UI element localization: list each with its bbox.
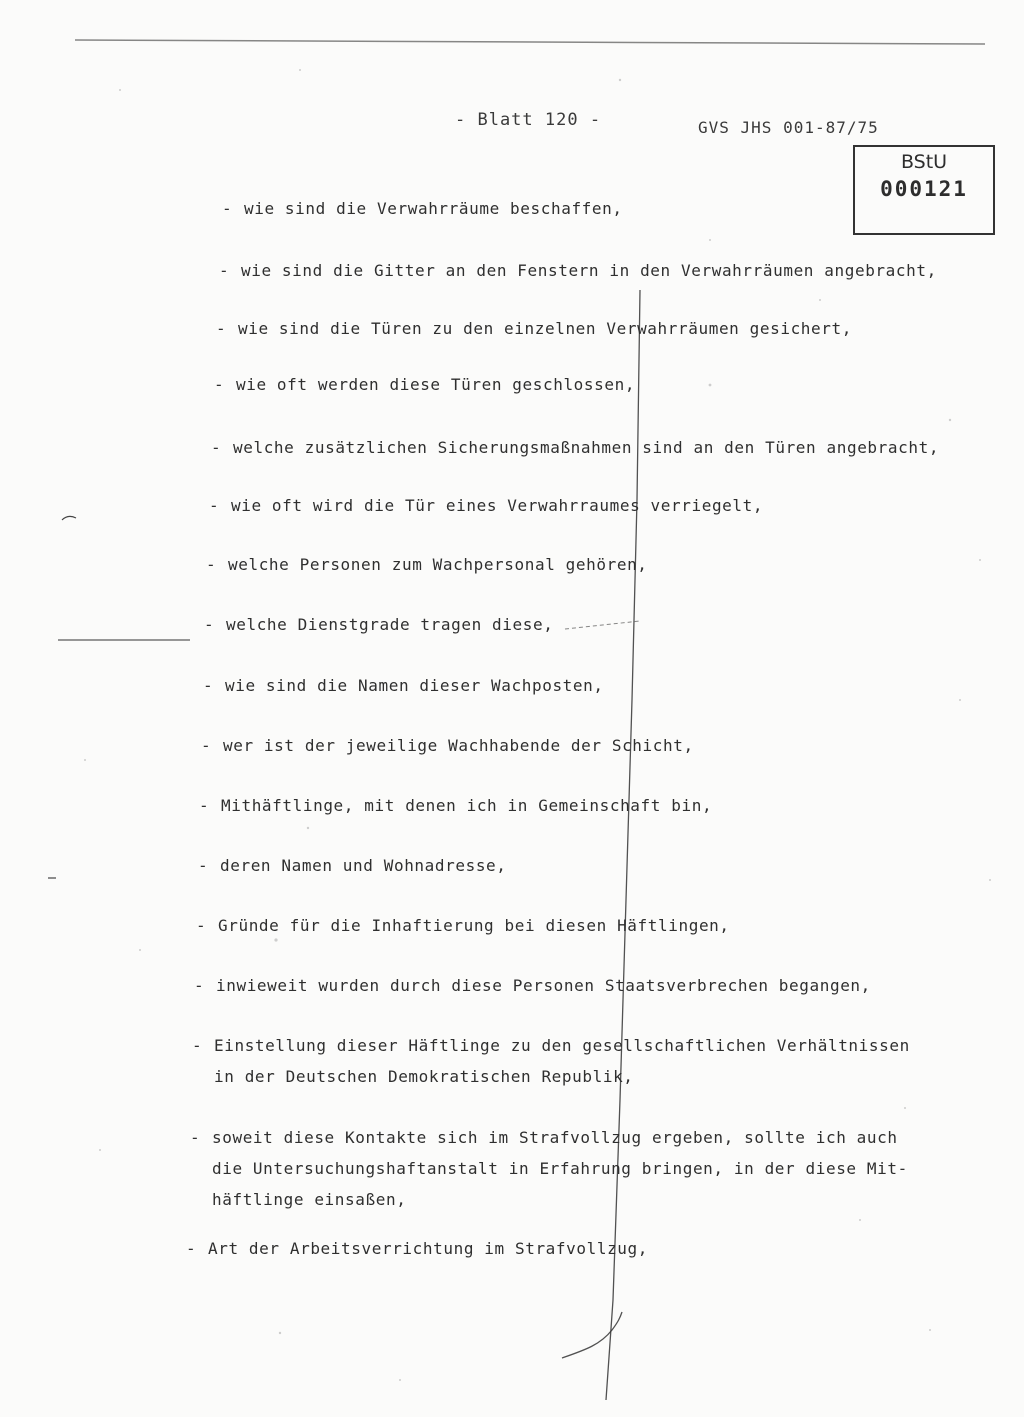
document-reference: GVS JHS 001-87/75 bbox=[698, 118, 879, 137]
list-item bbox=[216, 313, 852, 344]
item-line: Einstellung dieser Häftlinge zu den gesellschaftlichen Verhältnissen bbox=[214, 1036, 910, 1055]
list-item bbox=[211, 432, 939, 463]
item-line: häftlinge einsaßen, bbox=[212, 1190, 407, 1209]
bullet-dash: - bbox=[194, 976, 205, 995]
list-item bbox=[194, 970, 871, 1001]
list-item bbox=[192, 1030, 910, 1092]
bullet-dash: - bbox=[211, 438, 222, 457]
bullet-dash: - bbox=[201, 736, 212, 755]
list-item bbox=[196, 910, 730, 941]
list-item bbox=[201, 730, 694, 761]
item-line: Gründe für die Inhaftierung bei diesen Häftlingen, bbox=[218, 916, 730, 935]
list-item bbox=[198, 850, 507, 881]
item-line: wie sind die Gitter an den Fenstern in den Verwahrräumen angebracht, bbox=[241, 261, 937, 280]
item-line: die Untersuchungshaftanstalt in Erfahrung bringen, in der diese Mit- bbox=[212, 1159, 908, 1178]
bullet-dash: - bbox=[196, 916, 207, 935]
bullet-dash: - bbox=[206, 555, 217, 574]
page-number-header: - Blatt 120 - bbox=[455, 110, 602, 130]
bullet-dash: - bbox=[186, 1239, 197, 1258]
list-item bbox=[190, 1122, 908, 1215]
item-line: Art der Arbeitsverrichtung im Strafvollzug, bbox=[208, 1239, 649, 1258]
bullet-dash: - bbox=[203, 676, 214, 695]
item-line: wie sind die Namen dieser Wachposten, bbox=[225, 676, 604, 695]
bullet-dash: - bbox=[214, 375, 225, 394]
bullet-dash: - bbox=[190, 1128, 201, 1147]
item-line: deren Namen und Wohnadresse, bbox=[220, 856, 507, 875]
stamp-number: 000121 bbox=[880, 177, 968, 201]
list-item bbox=[206, 549, 648, 580]
bullet-dash: - bbox=[219, 261, 230, 280]
bullet-dash: - bbox=[198, 856, 209, 875]
list-item bbox=[209, 490, 763, 521]
item-line: wie sind die Verwahrräume beschaffen, bbox=[244, 199, 623, 218]
bullet-dash: - bbox=[216, 319, 227, 338]
list-item bbox=[204, 609, 553, 640]
bullet-dash: - bbox=[199, 796, 210, 815]
bullet-dash: - bbox=[204, 615, 215, 634]
item-line: inwieweit wurden durch diese Personen Staatsverbrechen begangen, bbox=[216, 976, 871, 995]
item-line: soweit diese Kontakte sich im Strafvollzug ergeben, sollte ich auch bbox=[212, 1128, 898, 1147]
stamp-org: BStU bbox=[900, 151, 948, 173]
item-line: in der Deutschen Demokratischen Republik, bbox=[214, 1067, 634, 1086]
list-item bbox=[219, 255, 937, 286]
item-line: Mithäftlinge, mit denen ich in Gemeinschaft bin, bbox=[221, 796, 713, 815]
archive-stamp bbox=[853, 145, 995, 235]
item-line: wie oft wird die Tür eines Verwahrraumes verriegelt, bbox=[231, 496, 764, 515]
bullet-dash: - bbox=[222, 199, 233, 218]
list-item bbox=[214, 369, 635, 400]
item-line: wer ist der jeweilige Wachhabende der Schicht, bbox=[223, 736, 694, 755]
bullet-dash: - bbox=[209, 496, 220, 515]
item-line: wie sind die Türen zu den einzelnen Verwahrräumen gesichert, bbox=[238, 319, 852, 338]
bullet-dash: - bbox=[192, 1036, 203, 1055]
list-item bbox=[203, 670, 604, 701]
item-line: welche zusätzlichen Sicherungsmaßnahmen sind an den Türen angebracht, bbox=[233, 438, 940, 457]
item-line: welche Dienstgrade tragen diese, bbox=[226, 615, 554, 634]
item-line: welche Personen zum Wachpersonal gehören, bbox=[228, 555, 648, 574]
list-item bbox=[222, 193, 623, 224]
list-item bbox=[199, 790, 712, 821]
item-line: wie oft werden diese Türen geschlossen, bbox=[236, 375, 636, 394]
list-item bbox=[186, 1233, 648, 1264]
